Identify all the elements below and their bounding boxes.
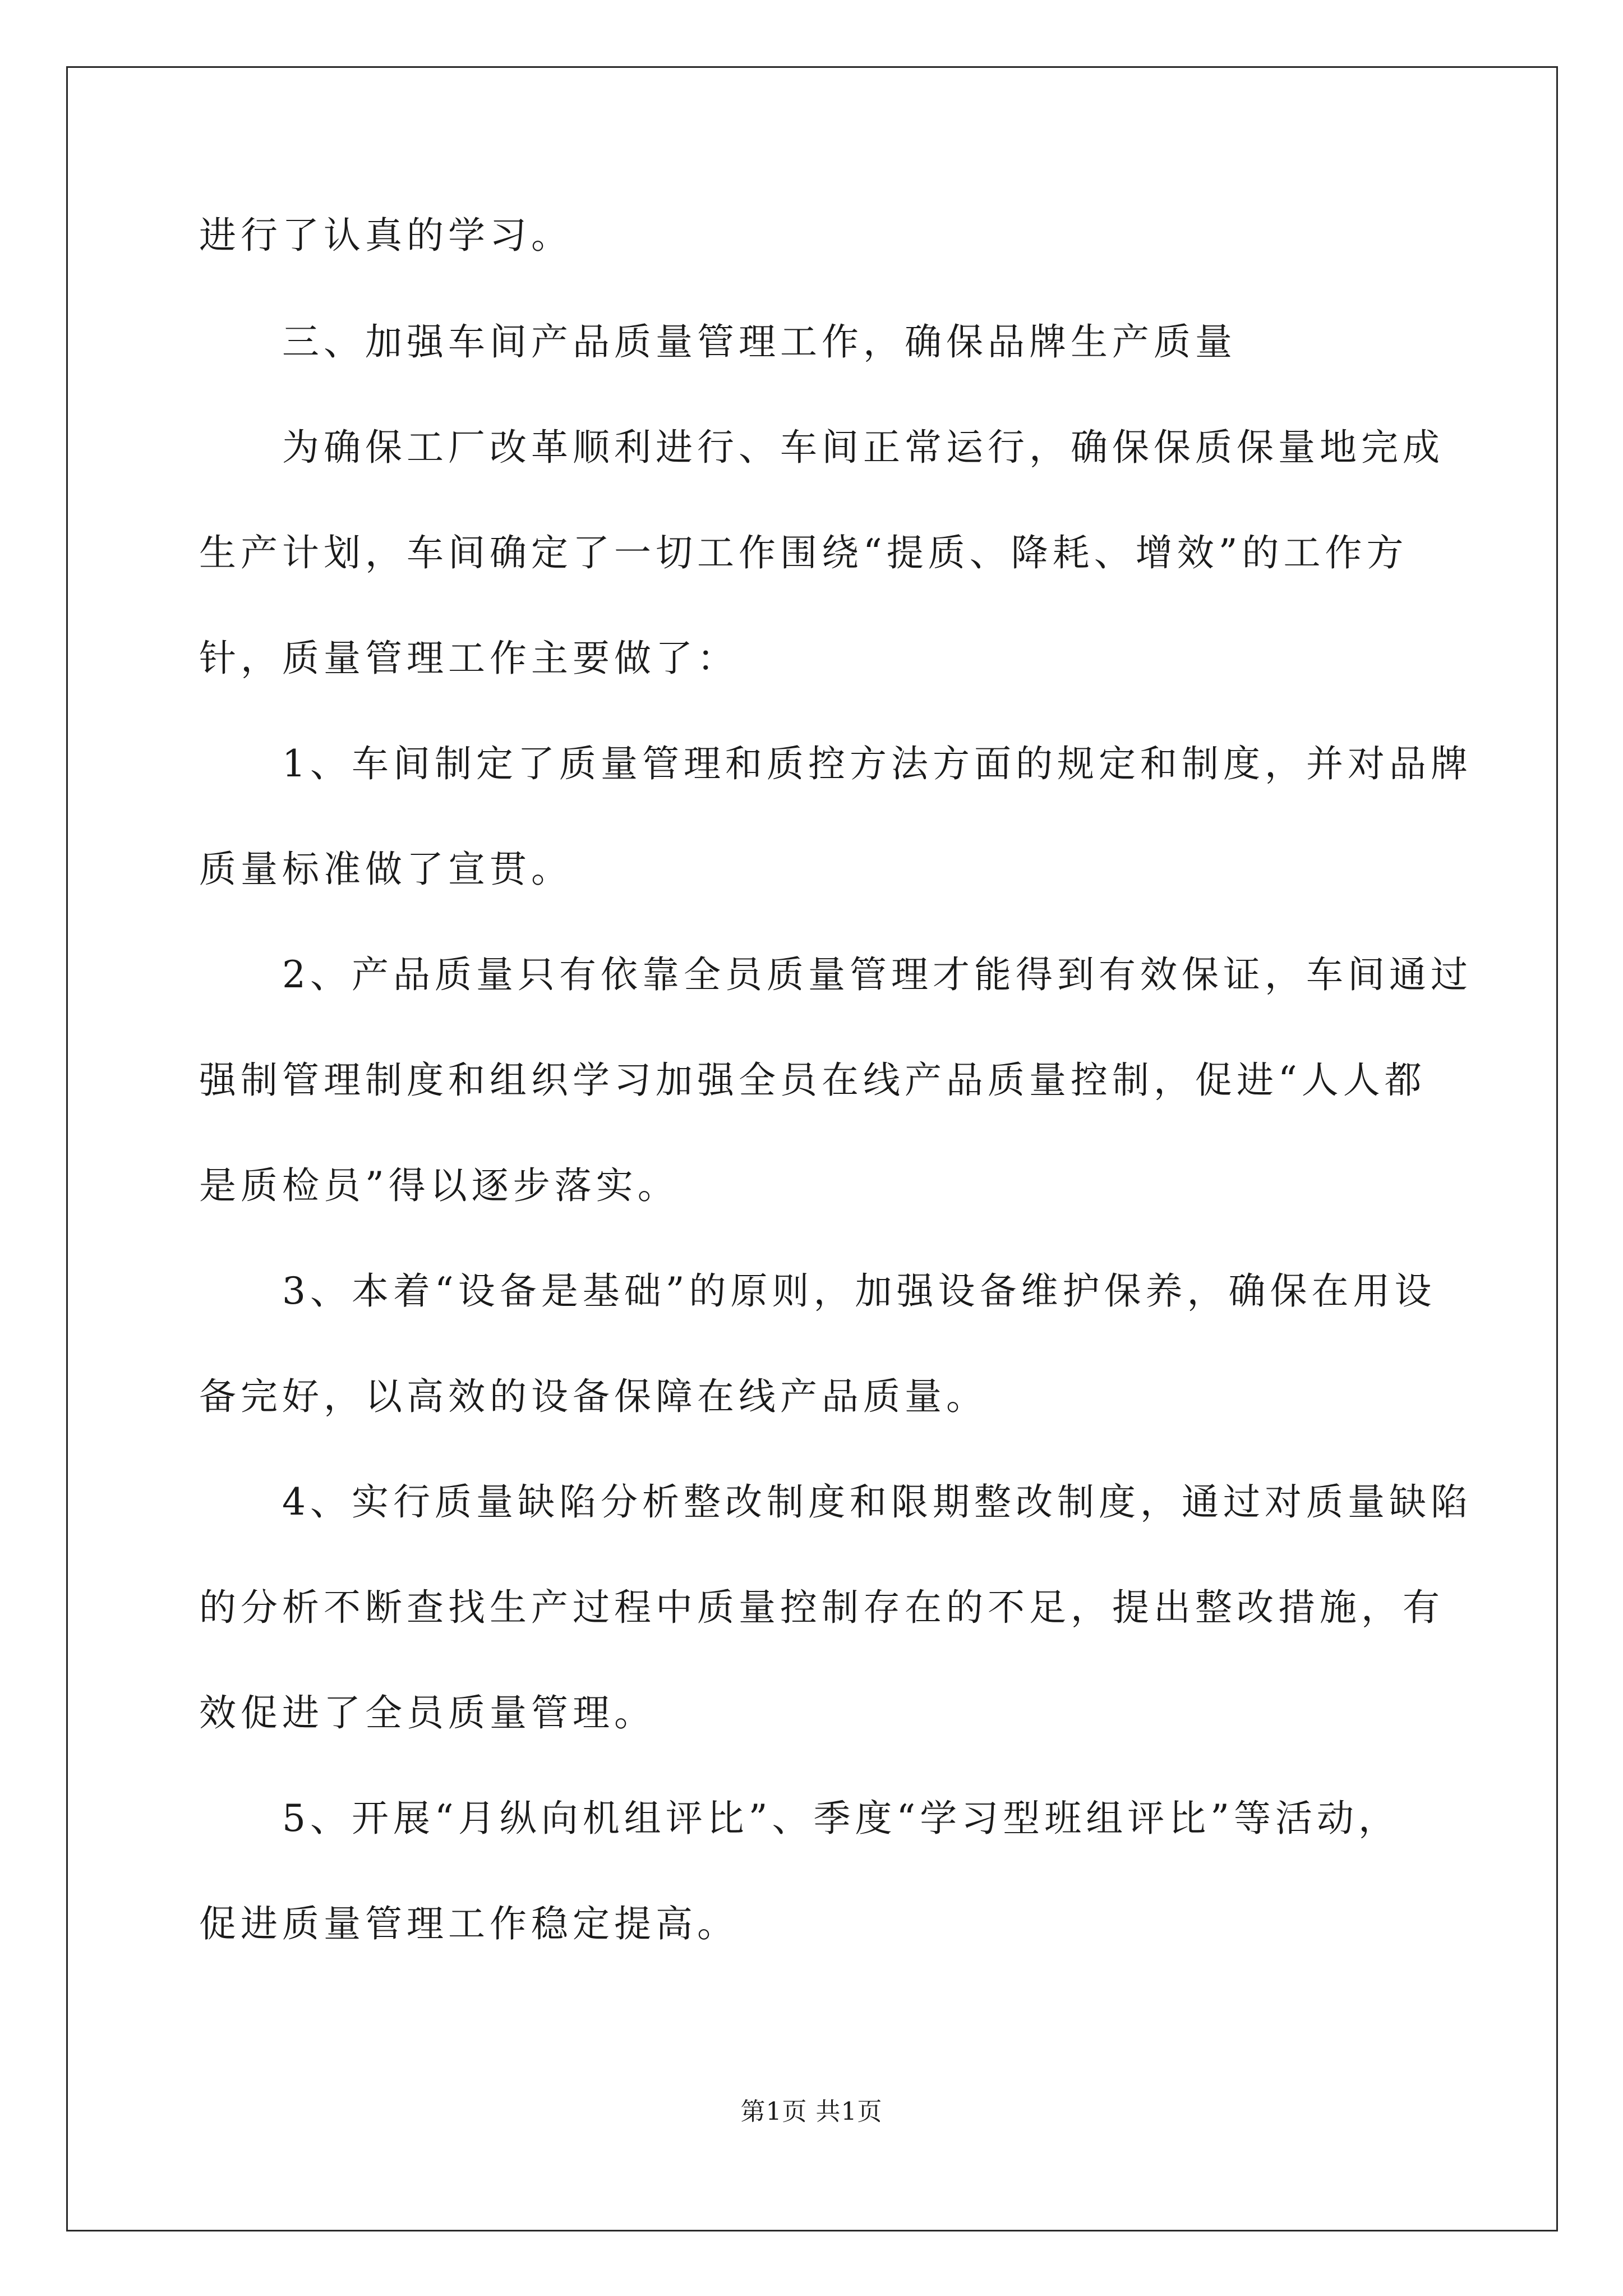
list-item-line: 促进质量管理工作稳定提高。 [199, 1902, 739, 1945]
list-item-line: 2、产品质量只有依靠全员质量管理才能得到有效保证，车间通过 [282, 953, 1472, 996]
list-item-line: 是质检员”得以逐步落实。 [199, 1164, 679, 1207]
page-number-footer: 第1页 共1页 [740, 2097, 883, 2126]
list-item-line: 4、实行质量缺陷分析整改制度和限期整改制度，通过对质量缺陷 [282, 1480, 1472, 1524]
text-line: 进行了认真的学习。 [199, 214, 573, 257]
section-heading: 三、加强车间产品质量管理工作，确保品牌生产质量 [282, 320, 1237, 364]
list-item-line: 1、车间制定了质量管理和质控方法方面的规定和制度，并对品牌 [282, 742, 1472, 785]
list-item-line: 效促进了全员质量管理。 [199, 1691, 656, 1734]
list-item-line: 5、开展“月纵向机组评比”、季度“学习型班组评比”等活动， [282, 1797, 1400, 1840]
list-item-line: 3、本着“设备是基础”的原则，加强设备维护保养，确保在用设 [282, 1269, 1436, 1313]
paragraph-line: 针，质量管理工作主要做了： [199, 637, 739, 680]
list-item-line: 备完好，以高效的设备保障在线产品质量。 [199, 1375, 988, 1418]
list-item-line: 强制管理制度和组织学习加强全员在线产品质量控制，促进“人人都 [199, 1059, 1426, 1102]
list-item-line: 的分析不断查找生产过程中质量控制存在的不足，提出整改措施，有 [199, 1586, 1444, 1629]
list-item-line: 质量标准做了宣贯。 [199, 848, 573, 891]
paragraph-line: 为确保工厂改革顺利进行、车间正常运行，确保保质保量地完成 [282, 426, 1444, 469]
paragraph-line: 生产计划，车间确定了一切工作围绕“提质、降耗、增效”的工作方 [199, 531, 1408, 574]
